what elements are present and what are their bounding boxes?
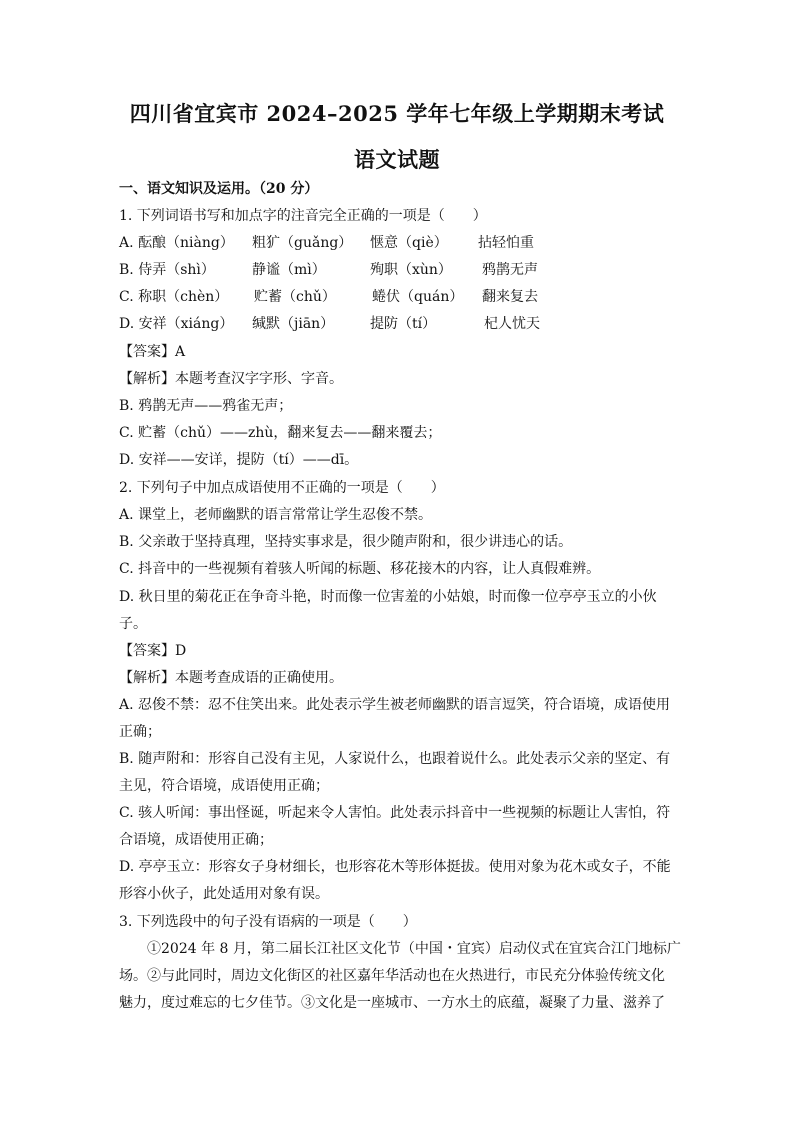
q1-option-d-1: D. 安祥（xiáng）: [119, 316, 234, 332]
q1-option-a-3: 惬意（qiè）: [370, 235, 448, 251]
q1-option-a-1: A. 酝酿（niàng）: [119, 235, 234, 251]
q1-analysis-2: B. 鸦鹊无声——鸦雀无声；: [119, 398, 293, 414]
q1-option-b-1: B. 侍弄（shì）: [119, 262, 215, 278]
exam-title: 四川省宜宾市 2024–2025 学年七年级上学期期末考试: [129, 101, 665, 126]
q2-option-c: C. 抖音中的一些视频有着骇人听闻的标题、移花接木的内容，让人真假难辨。: [119, 561, 601, 577]
q2-analysis-7: 合语境，成语使用正确；: [119, 832, 273, 848]
exam-subtitle: 语文试题: [354, 147, 440, 172]
q1-analysis-4: D. 安祥——安详，提防（tí）——dī。: [119, 452, 359, 468]
q1-option-d-2: 缄默（jiān）: [252, 316, 335, 332]
q2-analysis-5: 主见，符合语境，成语使用正确；: [119, 778, 329, 794]
section-heading: 一、语文知识及运用。（20 分）: [119, 181, 319, 197]
q2-analysis-9: 形容小伙子，此处适用对象有误。: [119, 886, 329, 902]
q2-option-a: A. 课堂上，老师幽默的语言常常让学生忍俊不禁。: [119, 507, 433, 523]
q1-option-d-3: 提防（tí）: [370, 316, 437, 332]
q2-analysis-8: D. 亭亭玉立：形容女子身材细长，也形容花木等形体挺拔。使用对象为花木或女子，不能: [119, 859, 671, 875]
q2-analysis-6: C. 骇人听闻：事出怪诞，听起来令人害怕。此处表示抖音中一些视频的标题让人害怕，符: [119, 805, 671, 821]
q1-option-d-4: 杞人忧天: [484, 316, 540, 332]
q1-option-b-4: 鸦鹊无声: [482, 262, 538, 278]
question-2-stem: 2. 下列句子中加点成语使用不正确的一项是（ ）: [119, 480, 445, 496]
question-3-stem: 3. 下列选段中的句子没有语病的一项是（ ）: [119, 914, 417, 930]
q2-analysis-4: B. 随声附和：形容自己没有主见，人家说什么，也跟着说什么。此处表示父亲的坚定、有: [119, 751, 671, 767]
q1-analysis-1: 【解析】本题考查汉字字形、字音。: [119, 371, 343, 387]
q1-option-a-2: 粗犷（guǎng）: [252, 235, 353, 251]
q2-analysis-1: 【解析】本题考查成语的正确使用。: [119, 670, 343, 686]
q2-option-d: D. 秋日里的菊花正在争奇斗艳，时而像一位害羞的小姑娘，时而像一位亭亭玉立的小伙: [119, 589, 657, 605]
q2-analysis-2: A. 忍俊不禁：忍不住笑出来。此处表示学生被老师幽默的语言逗笑，符合语境，成语使用: [119, 697, 671, 713]
question-1-stem: 1. 下列词语书写和加点字的注音完全正确的一项是（ ）: [119, 208, 487, 224]
q2-analysis-3: 正确；: [119, 724, 161, 740]
q1-option-c-4: 翻来复去: [482, 289, 538, 305]
q1-option-a-4: 拈轻怕重: [478, 235, 534, 251]
q3-passage-2: 场。②与此同时，周边文化街区的社区嘉年华活动也在火热进行，市民充分体验传统文化: [119, 968, 665, 984]
q1-option-c-3: 蜷伏（quán）: [372, 289, 464, 305]
q2-option-d-cont: 子。: [119, 616, 147, 632]
q1-option-b-3: 殉职（xùn）: [370, 262, 452, 278]
q1-answer: 【答案】A: [119, 344, 186, 360]
q1-option-c-2: 贮蓄（chǔ）: [254, 289, 336, 305]
q1-option-c-1: C. 称职（chèn）: [119, 289, 229, 305]
q1-option-b-2: 静谧（mì）: [252, 262, 326, 278]
q1-analysis-3: C. 贮蓄（chǔ）——zhù，翻来复去——翻来覆去；: [119, 425, 442, 441]
q2-option-b: B. 父亲敢于坚持真理，坚持实事求是，很少随声附和，很少讲违心的话。: [119, 534, 573, 550]
q3-passage-3: 魅力，度过难忘的七夕佳节。③文化是一座城市、一方水土的底蕴，凝聚了力量、滋养了: [119, 995, 665, 1011]
q2-answer: 【答案】D: [119, 643, 187, 659]
q3-passage-1: ①2024 年 8 月，第二届长江社区文化节（中国・宜宾）启动仪式在宜宾合江门地标广: [147, 941, 681, 957]
